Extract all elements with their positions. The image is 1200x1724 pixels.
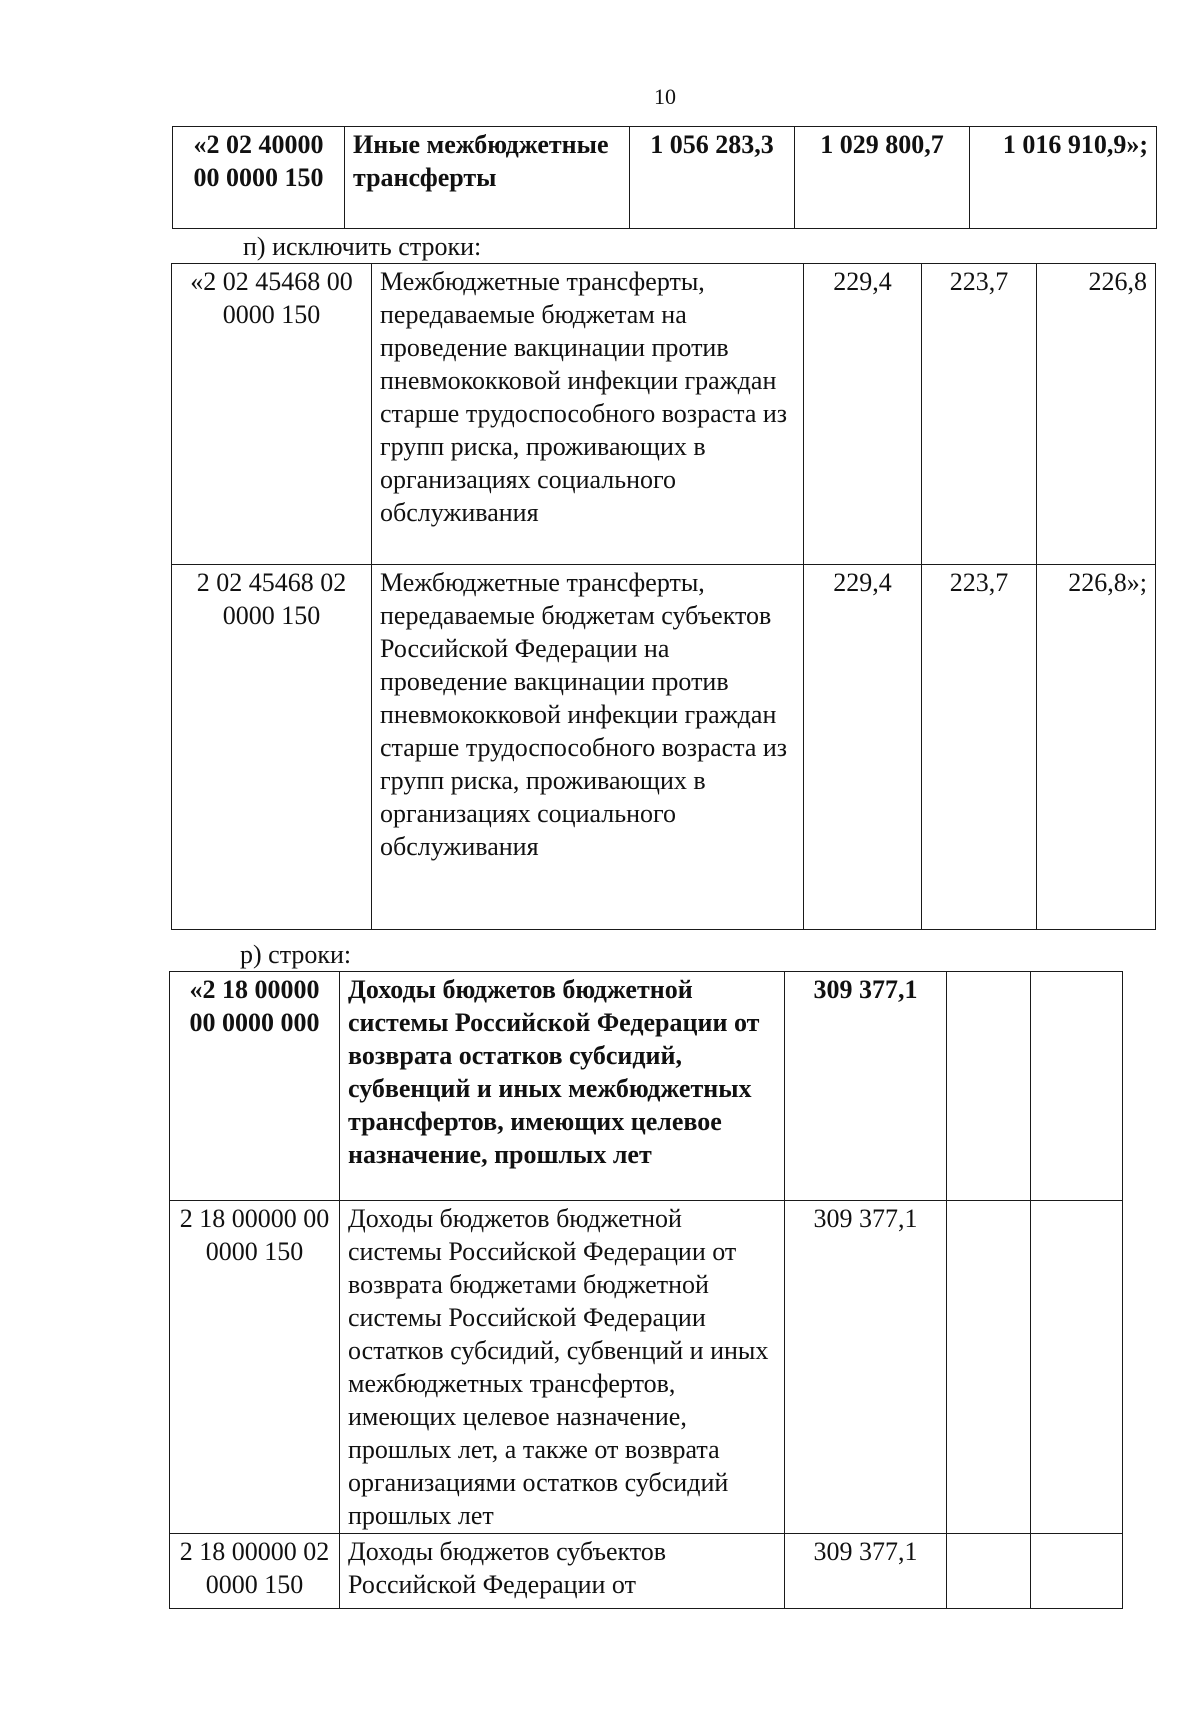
section-label-p: п) исключить строки: [243,232,482,261]
value-cell-2: 1 029 800,7 [795,127,970,229]
table-row [170,972,1123,1201]
value-cell-1: 229,4 [804,264,922,565]
name-cell: Межбюджетные трансферты, передаваемые бюджетам на проведение вакцинации против пневмококковой инфекции граждан старше трудоспособного возраста из групп риска, проживающих в организациях социального обслуживания [372,264,804,565]
value-cell-3 [1031,1201,1123,1534]
table-income-rows [169,971,1123,1609]
page-number: 10 [654,84,676,109]
table-excluded-rows [171,263,1156,930]
value-cell-1: 1 056 283,3 [630,127,795,229]
code-cell: «2 02 40000 00 0000 150 [173,127,345,229]
value-cell-1: 229,4 [804,565,922,930]
value-cell-3: 226,8»; [1037,565,1156,930]
value-cell-2: 223,7 [922,565,1037,930]
table-row [173,127,1157,229]
name-cell: Доходы бюджетов бюджетной системы Российской Федерации от возврата остатков субсидий, субвенций и иных межбюджетных трансфертов, имеющих целевое назначение, прошлых лет [340,972,785,1201]
value-cell-3: 1 016 910,9»; [970,127,1157,229]
code-cell: 2 18 00000 00 0000 150 [170,1201,340,1534]
code-cell: 2 02 45468 02 0000 150 [172,565,372,930]
value-cell-3: 226,8 [1037,264,1156,565]
value-cell-3 [1031,972,1123,1201]
name-cell: Иные межбюджетные трансферты [345,127,630,229]
table-row [172,565,1156,930]
code-cell: 2 18 00000 02 0000 150 [170,1534,340,1609]
value-cell-2: 223,7 [922,264,1037,565]
value-cell-2 [947,1534,1031,1609]
table-other-transfers [172,126,1157,229]
table-row [172,264,1156,565]
value-cell-1: 309 377,1 [785,972,947,1201]
value-cell-1: 309 377,1 [785,1534,947,1609]
code-cell: «2 18 00000 00 0000 000 [170,972,340,1201]
value-cell-3 [1031,1534,1123,1609]
name-cell: Межбюджетные трансферты, передаваемые бюджетам субъектов Российской Федерации на проведение вакцинации против пневмококковой инфекции граждан старше трудоспособного возраста из групп риска, проживающих в организациях социального обслуживания [372,565,804,930]
value-cell-2 [947,972,1031,1201]
table-row [170,1201,1123,1534]
code-cell: «2 02 45468 00 0000 150 [172,264,372,565]
name-cell: Доходы бюджетов бюджетной системы Российской Федерации от возврата бюджетами бюджетной системы Российской Федерации остатков субсидий, субвенций и иных межбюджетных трансфертов, имеющих целевое назначение, прошлых лет, а также от возврата организациями остатков субсидий прошлых лет [340,1201,785,1534]
table-row [170,1534,1123,1609]
value-cell-1: 309 377,1 [785,1201,947,1534]
name-cell: Доходы бюджетов субъектов Российской Федерации от [340,1534,785,1609]
section-label-r: р) строки: [240,940,352,969]
value-cell-2 [947,1201,1031,1534]
